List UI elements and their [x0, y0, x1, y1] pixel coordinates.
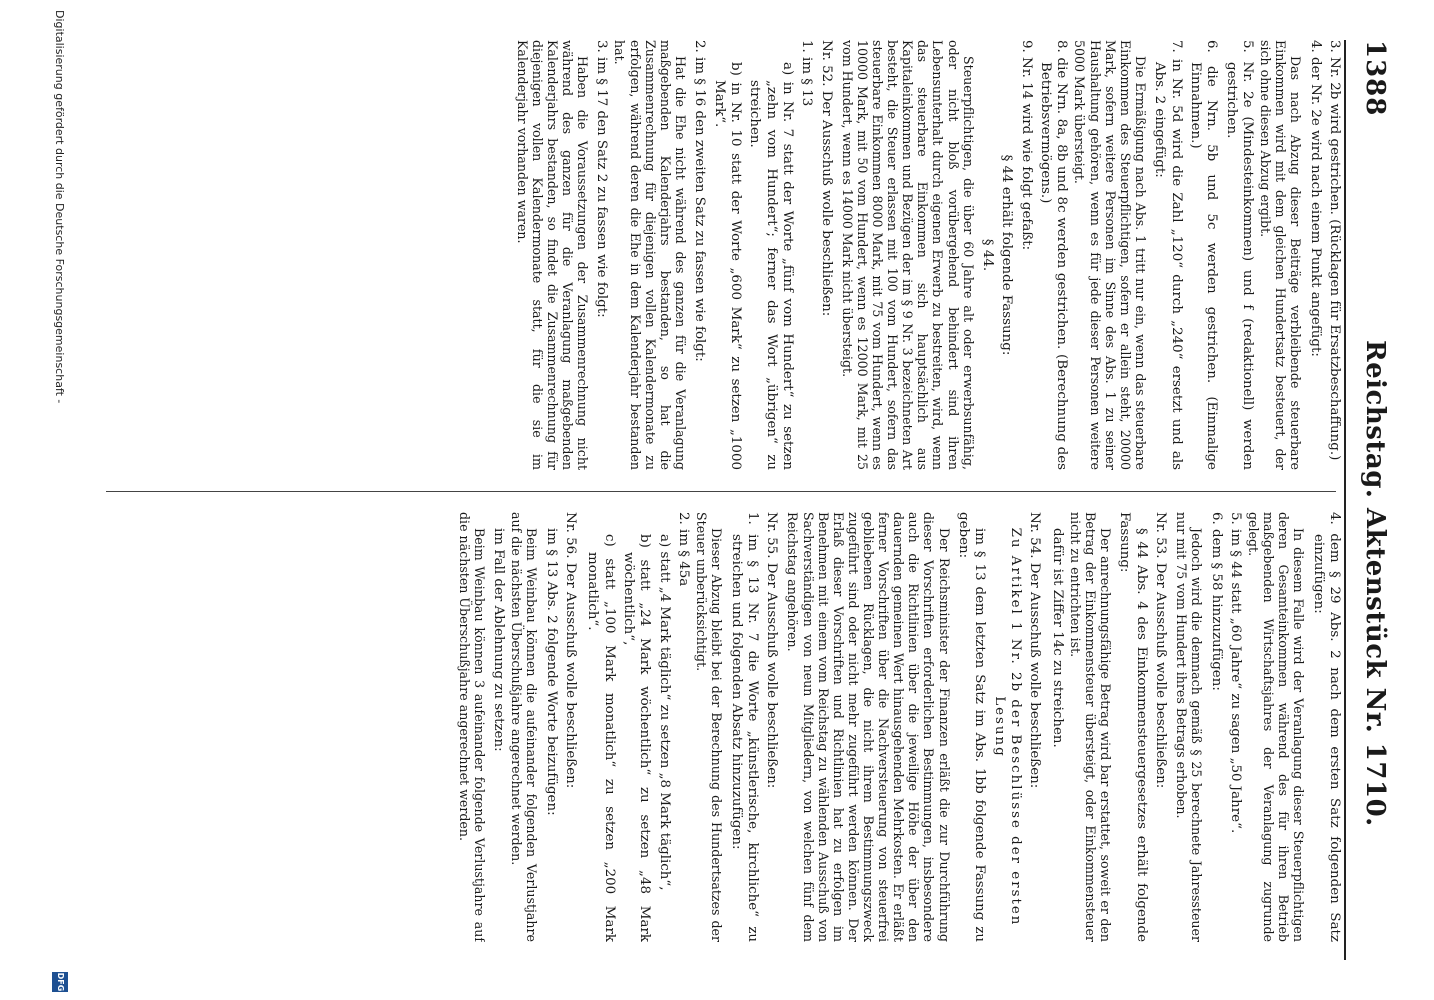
paragraph: Zu Artikel 1 Nr. 2b der Beschlüsse der ersten Lesung [991, 527, 1023, 927]
paragraph: Das nach Abzug dieser Beiträge verbleibende steuerbare Einkommen wird mit dem gleichen Hundertsatz besteuert, der sich ohne diesen Abzug ergibt. [1258, 40, 1304, 470]
paragraph: § 44 erhält folgende Fassung: [999, 154, 1015, 356]
paragraph: Die Ermäßigung nach Abs. 1 tritt nur ein, wenn das steuerbare Einkommen des Steuerpflichtigen, sofern er allein steht, 20000 Mark, sofern weitere Personen im Sinne des Abs. 1 zu seiner Haushaltung gehören, wenn es für jede dieser Personen weitere 5000 Mark übersteigt. [1072, 40, 1148, 470]
paragraph: In diesem Falle wird der Veranlagung dieser Steuerpflichtigen deren Gesamteinkommen während des für ihren Betrieb maßgebenden Wirtschaftsjahres der Veranlagung zugrunde gelegt. [1245, 512, 1307, 942]
paragraph: Der anrechnungsfähige Betrag wird bar erstattet, soweit er den Betrag der Einkommensteuer übersteigt, oder Einkommensteuer nicht zu entrichten ist. [1067, 512, 1113, 942]
motion-heading: Nr. 52. Der Ausschuß wolle beschließen: [818, 40, 834, 317]
paragraph: 2. im § 16 den zweiten Satz zu fassen wie folgt: [692, 40, 708, 362]
paragraph: 4. der Nr. 2e wird nach einem Punkt angefügt: [1307, 40, 1323, 357]
paragraph: b) statt „24 Mark wöchentlich“ zu setzen „48 Mark wöchentlich“, [621, 534, 653, 942]
digitization-note: Digitalisierung gefördert durch die Deutsche Forschungsgemeinschaft - [53, 10, 66, 404]
paragraph: 1. im § 13 [799, 40, 815, 107]
paragraph: Beim Weinbau können die aufeinander folgenden Verlustjahre auf die nächsten Überschußjahre angerechnet werden. [509, 512, 540, 942]
paragraph: 5. Nr. 2e (Mindesteinkommen) und f (redaktionell) werden gestrichen. [1223, 40, 1255, 470]
page-header [1350, 40, 1390, 960]
paragraph: Hat die Ehe nicht während des ganzen für die Veranlagung maßgebenden Kalenderjahrs bestanden, so hat die Zusammenrechnung für diejenigen vollen Kalendermonate zu erfolgen, während deren die Ehe in dem Kalenderjahr bestanden hat. [612, 40, 688, 470]
paragraph: c) statt „100 Mark monatlich“ zu setzen „200 Mark monatlich“. [585, 534, 617, 942]
motion-heading: Nr. 56. Der Ausschuß wolle beschließen: [563, 512, 579, 789]
dfg-logo: DFG [52, 972, 68, 992]
paragraph: Der Reichsminister der Finanzen erläßt die zur Durchführung dieser Vorschriften erforderlichen Bestimmungen, insbesondere auch die Richtlinien über die jeweilige Höhe der über den dauernden gemeinen Wert hinausgehenden Mehrkosten. Er erläßt ferner Vorschriften über die Nachversteuerung von steuerfrei gebliebenen Rücklagen, die nicht ihrem Bestimmungszweck zugeführt sind oder nicht mehr zugeführt werden können. Der Erlaß dieser Vorschriften und Richtlinien hat zu erfolgen im Benehmen mit einem vom Reichstag zu wählenden Ausschuß von Sachverständigen von neun Mitgliedern, von welchen fünf dem Reichstag angehören. [785, 512, 952, 942]
paragraph: 4. dem § 29 Abs. 2 nach dem ersten Satz folgenden Satz einzufügen: [1310, 512, 1342, 942]
paragraph: § 44 Abs. 4 des Einkommensteuergesetzes erhält folgende Fassung: [1117, 512, 1149, 942]
digitization-footer [40, 0, 74, 1000]
paragraph: Haben die Voraussetzungen der Zusammenrechnung nicht während des ganzen für die Veranlagung maßgebenden Kalenderjahrs bestanden, so findet die Zusammenrechnung für diejenigen vollen Kalendermonate statt, für die sie im Kalenderjahr vorhanden waren. [514, 40, 591, 470]
header-rule [1344, 40, 1346, 960]
paragraph: Beim Weinbau können 3 aufeinander folgende Verlustjahre auf die nächsten Überschußjahre angerechnet werden. [456, 512, 487, 942]
paragraph: 3. im § 17 den Satz 2 zu fassen wie folgt: [594, 40, 610, 318]
paragraph: 7. in Nr. 5d wird die Zahl „120“ durch „240“ ersetzt und als Abs. 2 eingefügt: [1152, 40, 1184, 470]
page-content [84, 40, 1404, 960]
paragraph: b) in Nr. 10 statt der Worte „600 Mark“ zu setzen „1000 Mark“. [711, 62, 743, 470]
paragraph: a) in Nr. 7 statt der Worte „fünf vom Hundert“ zu setzen „zehn vom Hundert“; ferner das Wort „übrigen“ zu streichen. [747, 62, 795, 470]
right-column [92, 512, 1342, 942]
paragraph: im § 13 dem letzten Satz im Abs. 1bb folgende Fassung zu geben: [955, 512, 988, 942]
page-number: 1388 [1360, 40, 1390, 117]
left-column [92, 40, 1342, 470]
paragraph: Steuerpflichtigen, die über 60 Jahre alt oder erwerbsunfähig, oder nicht bloß vorübergehend behindert sind ihren Lebensunterhalt durch eigenen Erwerb zu bestreiten, wird, wenn das steuerbare Einkommen sich hauptsächlich aus Kapitaleinkommen und Bezügen der im § 9 Nr. 3 bezeichneten Art besteht, die Steuer erlassen mit 100 vom Hundert, sofern das steuerbare Einkommen 8000 Mark, mit 75 vom Hundert, wenn es 10000 Mark, mit 50 vom Hundert, wenn es 12000 Mark, mit 25 vom Hundert, wenn es 14000 Mark nicht übersteigt. [839, 40, 976, 470]
paragraph: Jedoch wird die demnach gemäß § 25 berechnete Jahressteuer nur mit 75 vom Hundert ihres Betrags erhoben. [1174, 512, 1205, 942]
paragraph: 2. im § 45a [676, 512, 692, 587]
paragraph: 9. Nr. 14 wird wie folgt gefaßt: [1018, 40, 1034, 251]
running-head: Reichstag. Aktenstück Nr. 1710. [1360, 340, 1390, 827]
paragraph: im Fall der Ablehnung zu setzen: [491, 528, 507, 752]
paragraph: 6. dem § 58 hinzuzufügen: [1208, 512, 1224, 691]
motion-heading: Nr. 55. Der Ausschuß wolle beschließen: [764, 512, 780, 789]
paragraph: 1. im § 13 Nr. 7 die Worte „künstlerische, kirchliche“ zu streichen und folgenden Absatz hinzuzufügen: [728, 512, 760, 942]
paragraph: a) statt „4 Mark täglich“ zu setzen „8 Mark täglich“, [656, 534, 672, 891]
paragraph: dafür ist Ziffer 14c zu streichen. [1049, 528, 1065, 748]
paragraph: 5. im § 44 statt „60 Jahre“ zu sagen „50 Jahre“. [1227, 512, 1243, 834]
paragraph: 3. Nr. 2b wird gestrichen. (Rücklagen für Ersatzbeschaffung.) [1327, 40, 1342, 461]
paragraph: 8. die Nrn. 8a, 8b und 8c werden gestrichen. (Berechnung des Betriebsvermögens.) [1038, 40, 1070, 470]
column-divider [106, 491, 1336, 492]
section-heading: § 44. [980, 238, 995, 272]
paragraph: Dieser Abzug bleibt bei der Berechnung des Hundertsatzes der Steuer unberücksichtigt. [694, 512, 725, 942]
motion-heading: Nr. 53. Der Ausschuß wolle beschließen: [1152, 512, 1168, 789]
paragraph: im § 13 Abs. 2 folgende Worte beizufügen: [543, 528, 559, 816]
motion-heading: Nr. 54. Der Ausschuß wolle beschließen: [1027, 512, 1043, 789]
paragraph: 6. die Nrn. 5b und 5c werden gestrichen. (Einmalige Einnahmen.) [1187, 40, 1220, 470]
